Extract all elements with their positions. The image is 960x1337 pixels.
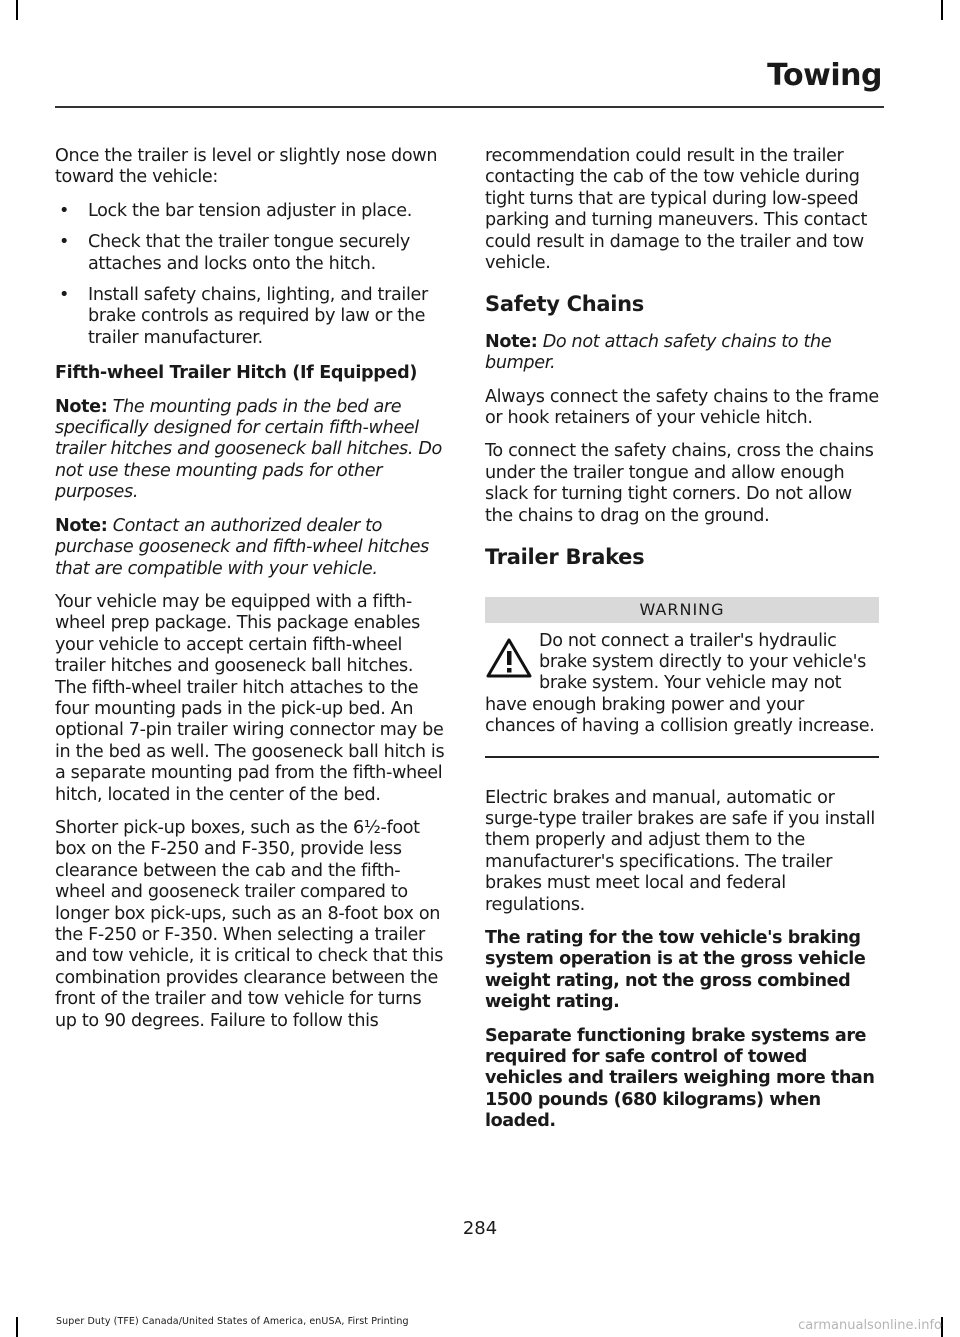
watermark: carmanualsonline.info [798,1318,942,1333]
list-item: • Install safety chains, lighting, and trailer brake controls as required by law or the trailer manufacturer. [55,285,447,349]
note-text: Contact an authorized dealer to purchase gooseneck and fifth-wheel hitches that are compatible with your vehicle. [55,515,429,579]
crop-mark-bottom-left-v [16,1317,18,1337]
header-divider [55,106,884,108]
warning-divider [485,756,879,758]
page-number: 284 [462,1218,498,1239]
trailer-brakes-heading: Trailer Brakes [485,545,645,570]
note-dealer [55,516,447,580]
chains-paragraph: To connect the safety chains, cross the chains under the trailer tongue and allow enough slack for turning tight corners. Do not allow the chains to drag on the ground. [485,441,874,526]
warning-banner: WARNING [485,597,879,623]
page-title: Towing [767,58,882,93]
list-item: • Lock the bar tension adjuster in place. [55,201,447,222]
crop-mark-top-right-v [941,0,943,20]
chains-paragraph: Always connect the safety chains to the frame or hook retainers of your vehicle hitch. [485,386,879,429]
intro-paragraph: Once the trailer is level or slightly nose down toward the vehicle: [55,146,438,188]
warning-text: Do not connect a trailer's hydraulic brake system directly to your vehicle's brake system. Your vehicle may not have enough braking power and your chances of having a collision greatly increase. [485,630,875,737]
note-label: Note: [485,331,538,352]
separate-brakes-statement: Separate functioning brake systems are required for safe control of towed vehicles and trailers weighing more than 1500 pounds (680 kilograms) when loaded. [485,1025,875,1132]
safety-chains-heading: Safety Chains [485,292,644,317]
crop-mark-top-left-v [16,0,18,20]
note-text: Do not attach safety chains to the bumper. [485,331,832,374]
checklist [55,201,447,349]
footer-edition-text: Super Duty (TFE) Canada/United States of America, enUSA, First Printing [56,1316,409,1327]
fifth-wheel-subheading: Fifth-wheel Trailer Hitch (If Equipped) [55,363,418,384]
warning-triangle-icon [485,637,533,679]
prep-package-paragraph: Your vehicle may be equipped with a fifth-wheel prep package. This package enables your vehicle to accept certain fifth-wheel trailer hitches and gooseneck ball hitches. The fifth-wheel trailer hitch attaches to the four mounting pads in the pick-up bed. An optional 7-pin trailer wiring connector may be in the bed as well. The gooseneck ball hitch is a separate mounting pad from the fifth-wheel hitch, located in the center of the bed. [55,591,445,805]
note-label: Note: [55,515,108,536]
continuation-paragraph: recommendation could result in the trailer contacting the cab of the tow vehicle during tight turns that are typical during low-speed parking and turning maneuvers. This contact could result in damage to the trailer and tow vehicle. [485,146,867,274]
braking-rating-statement: The rating for the tow vehicle's braking system operation is at the gross vehicle weight rating, not the gross combined weight rating. [485,927,866,1013]
note-mounting-pads [55,397,447,504]
note-safety-chains [485,332,879,375]
note-label: Note: [55,396,108,417]
brakes-paragraph: Electric brakes and manual, automatic or surge-type trailer brakes are safe if you install them properly and adjust them to the manufacturer's specifications. The trailer brakes must meet local and federal regulations. [485,787,875,915]
note-text: The mounting pads in the bed are specifically designed for certain fifth-wheel trailer hitches and gooseneck ball hitches. Do not use these mounting pads for other purposes. [55,396,442,503]
list-item: • Check that the trailer tongue securely attaches and locks onto the hitch. [55,232,447,275]
left-column [55,146,447,1044]
right-column [485,146,879,1145]
clearance-paragraph: Shorter pick-up boxes, such as the 6½-foot box on the F-250 and F-350, provide less clearance between the cab and the fifth-wheel and gooseneck trailer compared to longer box pick-ups, such as an 8-foot box on the F-250 or F-350. When selecting a trailer and tow vehicle, it is critical to check that this combination provides clearance between the front of the trailer and tow vehicle for turns up to 90 degrees. Failure to follow this [55,817,444,1031]
warning-box [485,631,879,738]
